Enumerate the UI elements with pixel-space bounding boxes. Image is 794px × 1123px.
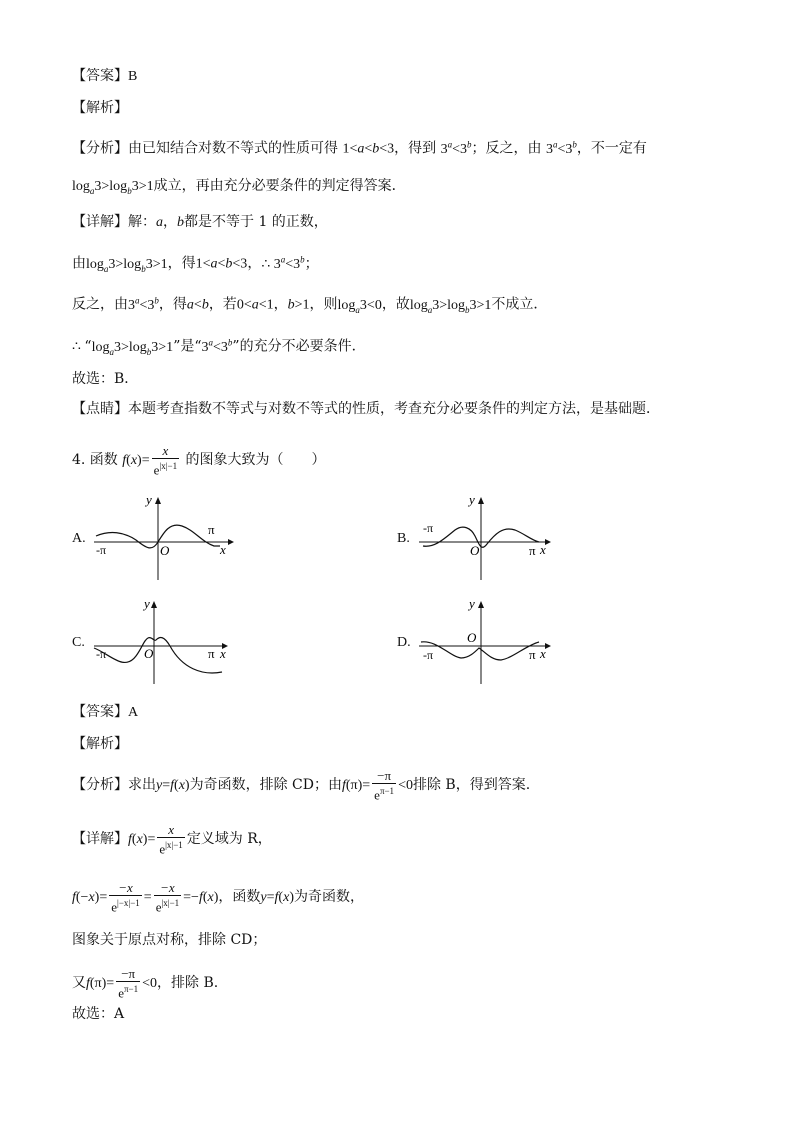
neg-pi-label: -π: [423, 648, 434, 662]
q4-sym-line: [72, 930, 266, 950]
curve: [94, 638, 222, 673]
fenxi-text: 为奇函数，排除 CD；由: [189, 777, 342, 794]
fraction: $\frac{-x}{e^{|-x|-1}}$: [111, 880, 140, 915]
curve: [421, 642, 539, 660]
q4-again-line: [72, 966, 218, 1000]
origin-label: O: [467, 630, 477, 645]
xiangjie-tag: 【详解】: [72, 831, 128, 848]
xiangjie-text: 都是不等于 1 的正数，: [184, 214, 328, 230]
math-expr: y=f(x): [156, 778, 190, 794]
math-expr: $3^a<3^b$: [201, 337, 233, 355]
q3-step2-line: [72, 290, 547, 319]
origin-label: O: [144, 646, 154, 661]
q3-fenxi-line: [72, 134, 647, 160]
choose-text: 故选：A: [72, 1006, 125, 1022]
fraction: $\frac{-\pi}{e^{\pi-1}}$: [118, 966, 139, 1001]
q3-step3-line: [72, 332, 366, 361]
x-axis-arrow: [545, 539, 551, 545]
q4-fenxi-line: [72, 768, 530, 802]
math-expr: f(π)=: [341, 778, 371, 794]
y-label: y: [144, 596, 150, 611]
fenxi-tag: 【分析】: [72, 777, 128, 794]
step-text: ，: [247, 255, 262, 272]
math-expr: ∴ $3^a<3^b$；: [261, 254, 319, 272]
x-label: x: [220, 542, 226, 557]
answer-value: B: [128, 69, 138, 84]
xiangjie-text: 解：: [128, 214, 156, 230]
option-b-graph: [415, 492, 565, 584]
x-axis-arrow: [228, 539, 234, 545]
odd-text: ，函数: [218, 889, 261, 906]
answer-tag: 【答案】: [72, 704, 128, 720]
q3-answer-line: [72, 66, 137, 87]
pi-label: π: [529, 543, 536, 558]
y-axis-arrow: [155, 497, 161, 504]
math-expr: f(−x)=: [72, 890, 108, 906]
option-b-label: B.: [397, 531, 410, 546]
fraction: $\frac{x}{e^{|x|-1}}$: [153, 443, 178, 478]
q3-step1-line: [72, 249, 319, 278]
option-d-label: D.: [397, 635, 411, 650]
q3-dianjing-line: [72, 399, 660, 419]
math-expr: $\log_a3<0$: [337, 297, 382, 315]
fenxi-text: 求出: [128, 777, 156, 794]
math-expr: <0: [398, 778, 413, 794]
fraction: $\frac{-x}{e^{|x|-1}}$: [155, 880, 180, 915]
sym-text: 图象关于原点对称，排除 CD；: [72, 932, 267, 948]
stem-text: 4. 函数: [72, 452, 118, 469]
origin-label: O: [470, 543, 480, 558]
math-var: b: [177, 215, 184, 230]
neg-pi-label: -π: [423, 521, 434, 535]
math-expr: f(x)=: [128, 832, 156, 848]
step-text: ，故: [381, 296, 410, 313]
pi-label: π: [529, 647, 536, 662]
math-expr: <0: [142, 976, 157, 992]
y-axis-arrow: [478, 497, 484, 504]
math-expr: ∴: [72, 339, 85, 355]
option-a-label: A.: [72, 531, 86, 546]
y-axis-arrow: [478, 601, 484, 608]
option-c-label: C.: [72, 635, 85, 650]
neg-pi-label: -π: [96, 647, 107, 661]
q4-answer-line: [72, 702, 138, 723]
q3-choose-line: [72, 369, 138, 389]
q4-stem: [72, 443, 326, 477]
fenxi-text: ；反之，由: [471, 140, 542, 157]
q4-xiangjie-line: [72, 822, 272, 856]
again-text: ，排除 B.: [157, 975, 219, 992]
y-label: y: [146, 492, 152, 507]
y-label: y: [469, 596, 475, 611]
option-a-graph: [90, 492, 240, 584]
math-expr: $\log_a3>\log_b3>1$: [72, 179, 154, 196]
fenxi-text: 成立，再由充分必要条件的判定得答案．: [153, 178, 406, 194]
xiangjie-text: 定义域为 R，: [186, 831, 272, 848]
step-text: 不成立．: [491, 296, 548, 313]
dianjing-text: 本题考查指数不等式与对数不等式的性质，考查充分必要条件的判定方法，是基础题．: [128, 401, 660, 417]
step-text: ，若: [208, 296, 237, 313]
dianjing-tag: 【点睛】: [72, 401, 128, 417]
x-label: x: [220, 646, 226, 661]
step-text: “: [84, 338, 92, 355]
math-expr: =−f(x): [183, 890, 219, 906]
step-text: ，得: [167, 255, 196, 272]
answer-tag: 【答案】: [72, 68, 128, 84]
again-text: 又: [72, 975, 86, 992]
q4-choose-line: [72, 1004, 124, 1024]
x-label: x: [540, 542, 546, 557]
math-expr: $\log_a3>\log_b3>1$: [86, 256, 168, 274]
step-text: ，: [273, 296, 288, 313]
fenxi-text: ，得到: [394, 140, 437, 157]
math-expr: 1<a<b<3: [342, 141, 395, 157]
fenxi-text: 排除 B，得到答案.: [412, 777, 531, 794]
math-expr: f(π)=: [86, 976, 115, 992]
math-expr: $\log_a3>\log_b3>1$: [409, 297, 492, 315]
stem-text: 的图象大致为（ ）: [185, 452, 326, 469]
step-text: ，则: [309, 296, 338, 313]
analysis-tag: 【解析】: [72, 736, 128, 752]
answer-value: A: [128, 705, 139, 720]
origin-label: O: [160, 543, 170, 558]
x-label: x: [540, 646, 546, 661]
q4-analysis-line: [72, 734, 128, 754]
step-text: 由: [72, 255, 86, 272]
math-expr: $3^a<3^b$: [440, 139, 472, 157]
math-expr: $\log_a3>\log_b3>1$: [91, 339, 174, 357]
step-text: ”是“: [173, 338, 202, 355]
y-axis-arrow: [151, 601, 157, 608]
fenxi-tag: 【分析】: [72, 140, 128, 157]
math-expr: b>1: [287, 297, 310, 313]
y-label: y: [469, 492, 475, 507]
odd-text: 为奇函数，: [293, 889, 364, 906]
fenxi-text: ，不一定有: [576, 140, 647, 157]
step-text: ”的充分不必要条件．: [232, 338, 366, 355]
q4-odd-line: [72, 880, 364, 914]
neg-pi-label: -π: [96, 543, 107, 557]
xiangjie-tag: 【详解】: [72, 214, 128, 230]
math-var: a: [156, 215, 163, 230]
q3-analysis-line: [72, 98, 128, 118]
math-expr: =: [143, 890, 152, 906]
fraction: $\frac{x}{e^{|x|-1}}$: [159, 822, 183, 857]
math-expr: f(x)=: [122, 453, 150, 469]
xiangjie-text: ，: [163, 214, 177, 230]
analysis-tag: 【解析】: [72, 100, 128, 116]
math-expr: a<b: [186, 297, 209, 313]
math-expr: y=f(x): [260, 890, 294, 906]
q3-xiangjie-line: [72, 212, 328, 233]
step-text: ，得: [158, 296, 187, 313]
fenxi-text: 由已知结合对数不等式的性质可得: [128, 140, 338, 157]
choose-text: 故选：B．: [72, 371, 139, 387]
q3-fenxi-line-2: [72, 176, 406, 201]
step-text: 反之，由: [72, 296, 128, 313]
math-expr: 1<a<b<3: [195, 256, 248, 272]
math-expr: 0<a<1: [236, 297, 274, 313]
math-expr: $3^a<3^b$: [545, 139, 577, 157]
option-c-graph: [90, 596, 240, 688]
math-expr: $3^a<3^b$: [128, 295, 159, 313]
pi-label: π: [208, 646, 215, 661]
x-axis-arrow: [545, 643, 551, 649]
option-d-graph: [415, 596, 565, 688]
pi-label: π: [208, 522, 215, 537]
fraction: $\frac{-\pi}{e^{\pi-1}}$: [374, 768, 395, 803]
